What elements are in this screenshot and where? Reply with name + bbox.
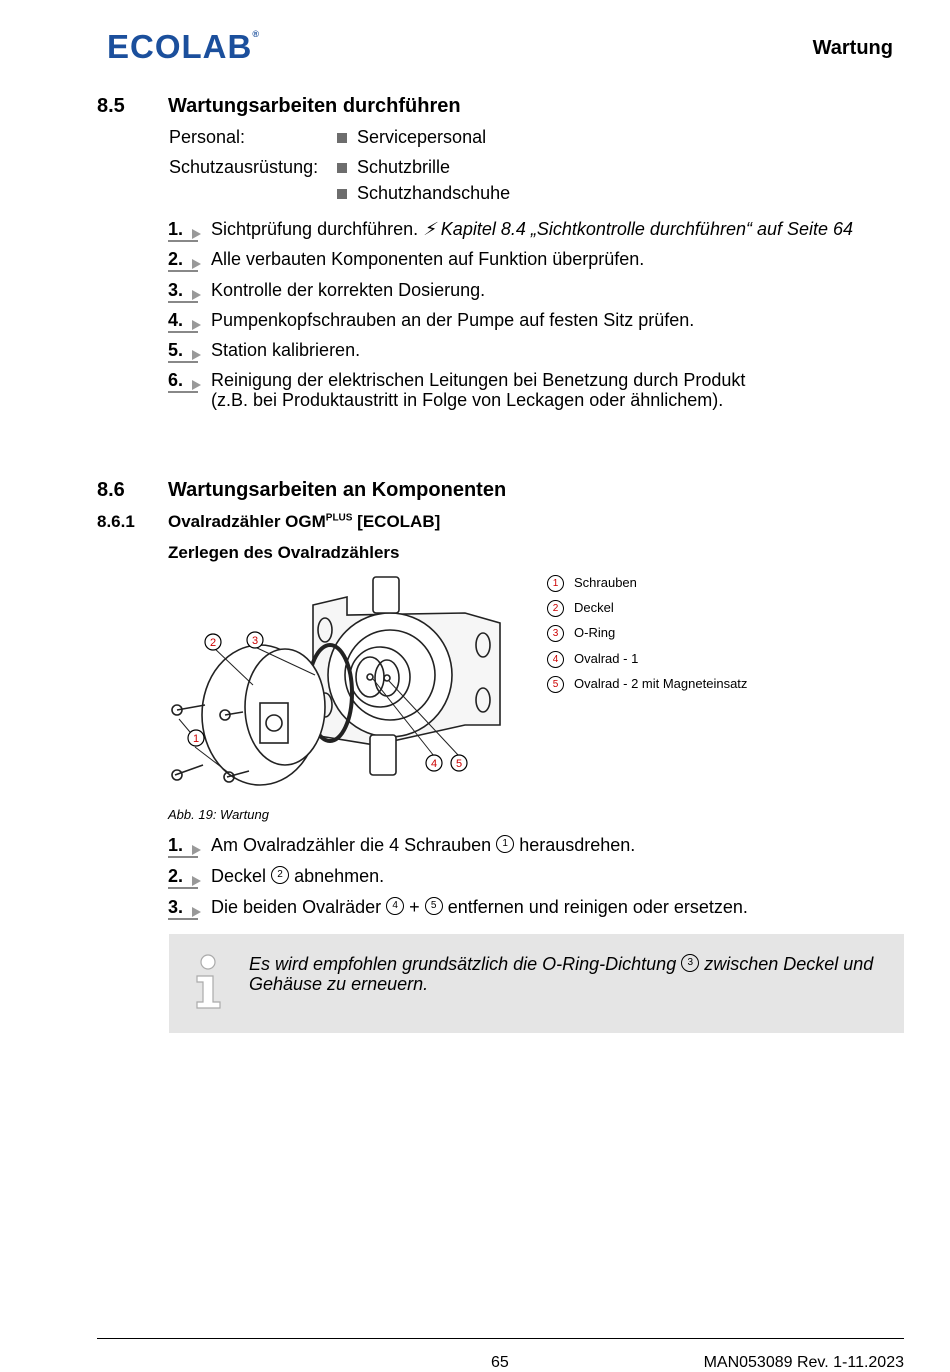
legend-item: 4 Ovalrad - 1: [547, 651, 638, 668]
step-text: Die beiden Ovalräder 4 + 5 entfernen und reinigen oder ersetzen.: [211, 897, 748, 917]
personal-label: Personal:: [169, 127, 246, 147]
step-number: 6.: [168, 370, 204, 391]
step-number: 1.: [168, 219, 204, 240]
section-number: 8.6: [97, 479, 125, 501]
step-arrow-icon: [192, 876, 201, 886]
step-text: Pumpenkopfschrauben an der Pumpe auf festen Sitz prüfen.: [211, 310, 695, 330]
step-number: 4.: [168, 310, 204, 331]
step-arrow-icon: [192, 907, 201, 917]
step-arrow-icon: [192, 290, 201, 300]
step-text: Kontrolle der korrekten Dosierung.: [211, 280, 486, 300]
step-text: Sichtprüfung durchführen.: [211, 219, 419, 239]
procedure-title: Zerlegen des Ovalradzählers: [168, 543, 400, 562]
note-text: Es wird empfohlen grundsätzlich die O-Ring-Dichtung 3 zwischen Deckel und Gehäuse zu erneuern.: [249, 954, 874, 995]
step-arrow-icon: [192, 380, 201, 390]
ppe-item: Schutzhandschuhe: [337, 183, 510, 204]
ppe-label: Schutzausrüstung:: [169, 157, 319, 177]
step-number: 1.: [168, 835, 204, 856]
cross-reference-link[interactable]: ⚡︎ Kapitel 8.4 „Sichtkontrolle durchführen“ auf Seite 64: [423, 219, 854, 239]
footer-divider: [97, 1338, 904, 1339]
step-number: 2.: [168, 249, 204, 270]
step-number: 3.: [168, 897, 204, 918]
bullet-icon: [337, 163, 347, 173]
info-note: [169, 934, 904, 1033]
section-number: 8.5: [97, 95, 125, 117]
info-icon: [193, 954, 225, 1010]
legend-item: 3 O-Ring: [547, 625, 615, 642]
figure-caption: Abb. 19: Wartung: [168, 807, 269, 822]
step-arrow-icon: [192, 320, 201, 330]
legend-item: 2 Deckel: [547, 600, 614, 617]
step-text: Station kalibrieren.: [211, 340, 361, 360]
step-text: Am Ovalradzähler die 4 Schrauben 1 herausdrehen.: [211, 835, 636, 855]
section-title: Wartungsarbeiten durchführen: [168, 95, 461, 117]
personal-item: Servicepersonal: [337, 127, 486, 148]
subsection-number: 8.6.1: [97, 512, 135, 531]
oval-gear-meter-figure: [165, 575, 505, 790]
step-arrow-icon: [192, 350, 201, 360]
callout-4: 4: [430, 758, 438, 770]
step-number: 3.: [168, 280, 204, 301]
step-arrow-icon: [192, 259, 201, 269]
callout-2: 2: [209, 637, 217, 649]
ppe-item: Schutzbrille: [337, 157, 450, 178]
ecolab-logo: ECOLAB®: [107, 28, 260, 65]
step-number: 2.: [168, 866, 204, 887]
step-number: 5.: [168, 340, 204, 361]
page-number: 65: [491, 1354, 509, 1371]
legend-item: 5 Ovalrad - 2 mit Magneteinsatz: [547, 676, 747, 693]
section-title: Wartungsarbeiten an Komponenten: [168, 479, 507, 501]
document-reference: MAN053089 Rev. 1-11.2023: [703, 1354, 904, 1371]
callout-3: 3: [251, 635, 259, 647]
legend-item: 1 Schrauben: [547, 575, 637, 592]
subsection-title: Ovalradzähler $OGM^{PLUS}$ [ECOLAB]: [168, 512, 441, 531]
chapter-title: Wartung: [812, 37, 893, 59]
step-text: Reinigung der elektrischen Leitungen bei Benetzung durch Produkt (z.B. bei Produktaustritt in Folge von Leckagen oder ähnlichem).: [211, 370, 746, 410]
callout-5: 5: [455, 758, 463, 770]
step-text: Alle verbauten Komponenten auf Funktion überprüfen.: [211, 249, 645, 269]
bullet-icon: [337, 133, 347, 143]
bullet-icon: [337, 189, 347, 199]
step-arrow-icon: [192, 845, 201, 855]
callout-1: 1: [192, 733, 200, 745]
step-arrow-icon: [192, 229, 201, 239]
step-text: Deckel 2 abnehmen.: [211, 866, 385, 886]
